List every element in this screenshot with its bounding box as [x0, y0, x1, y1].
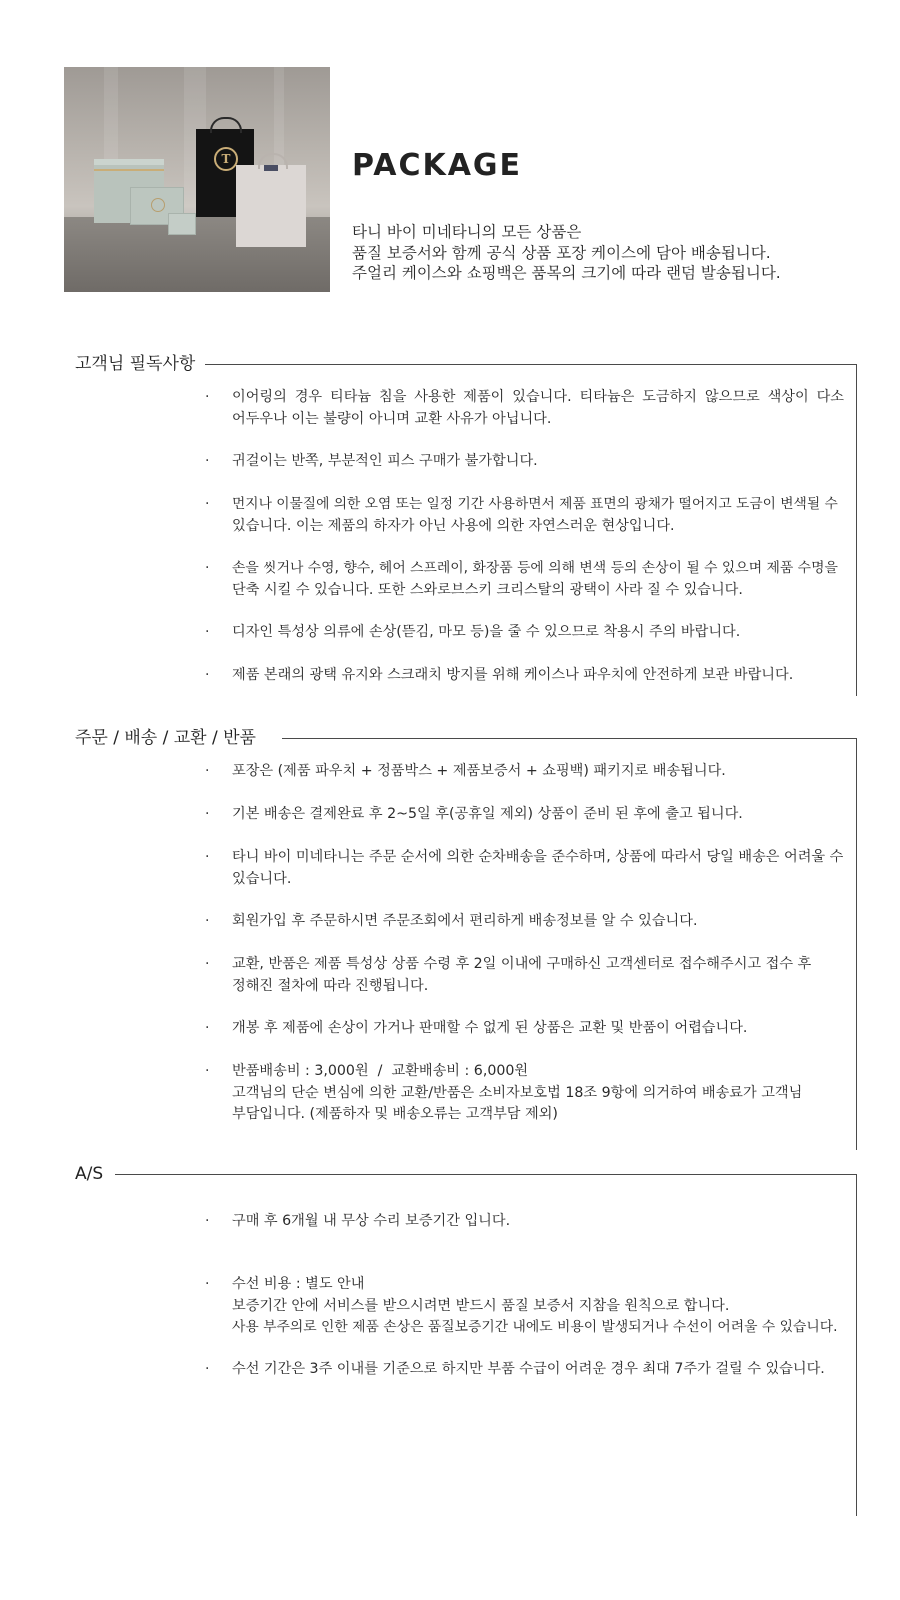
item-line: 부담입니다. (제품하자 및 배송오류는 고객부담 제외) [232, 1106, 558, 1122]
item-line: 이어링의 경우 티타늄 침을 사용한 제품이 있습니다. 티타늄은 도금하지 않으므로 색상이 다소 [232, 389, 844, 405]
bullet-icon: · [205, 1020, 210, 1036]
package-title: PACKAGE [352, 148, 523, 183]
item-line: 단축 시킬 수 있습니다. 또한 스와로브스키 크리스탈의 광택이 사라 질 수 있습니다. [232, 581, 743, 598]
item-line: 포장은 (제품 파우치 + 정품박스 + 제품보증서 + 쇼핑백) 패키지로 배송됩니다. [232, 763, 726, 779]
bullet-icon: · [205, 667, 210, 683]
item-line: 제품 본래의 광택 유지와 스크래치 방지를 위해 케이스나 파우치에 안전하게 보관 바랍니다. [232, 667, 794, 683]
item-line: 사용 부주의로 인한 제품 손상은 품질보증기간 내에도 비용이 발생되거나 수선이 어려울 수 있습니다. [232, 1319, 838, 1335]
item-line: 반품배송비 : 3,000원 / 교환배송비 : 6,000원 [232, 1063, 529, 1079]
item-line: 타니 바이 미네타니는 주문 순서에 의한 순차배송을 준수하며, 상품에 따라서 당일 배송은 어려울 수 [232, 849, 844, 865]
item-line: 구매 후 6개월 내 무상 수리 보증기간 입니다. [232, 1213, 511, 1229]
package-description-line: 품질 보증서와 함께 공식 상품 포장 케이스에 담아 배송됩니다. [352, 243, 771, 262]
bullet-icon: · [205, 1213, 210, 1229]
item-line: 수선 기간은 3주 이내를 기준으로 하지만 부품 수급이 어려운 경우 최대 7주가 걸릴 수 있습니다. [232, 1361, 825, 1377]
bullet-icon: · [205, 763, 210, 779]
item-line: 있습니다. [232, 870, 292, 887]
bullet-icon: · [205, 453, 210, 469]
item-line: 먼지나 이물질에 의한 오염 또는 일정 기간 사용하면서 제품 표면의 광채가 떨어지고 도금이 변색될 수 [232, 496, 838, 512]
as-heading: A/S [75, 1164, 113, 1184]
bullet-icon: · [205, 913, 210, 929]
notice-heading: 고객님 필독사항 [75, 354, 205, 374]
jewelry-box-small [168, 213, 196, 235]
bullet-icon: · [205, 806, 210, 822]
item-line: 회원가입 후 주문하시면 주문조회에서 편리하게 배송정보를 알 수 있습니다. [232, 913, 698, 929]
item-line: 개봉 후 제품에 손상이 가거나 판매할 수 없게 된 상품은 교환 및 반품이 어렵습니다. [232, 1020, 748, 1036]
bullet-icon: · [205, 1361, 210, 1377]
package-description-line: 타니 바이 미네타니의 모든 상품은 [352, 223, 582, 241]
item-line: 교환, 반품은 제품 특성상 상품 수령 후 2일 이내에 구매하신 고객센터로 접수해주시고 접수 후 [232, 956, 812, 972]
package-photo [64, 67, 330, 292]
bullet-icon: · [205, 496, 210, 512]
brand-logo-icon: T [214, 147, 238, 171]
item-line: 정해진 절차에 따라 진행됩니다. [232, 977, 429, 994]
bullet-icon: · [205, 849, 210, 865]
item-line: 디자인 특성상 의류에 손상(뜯김, 마모 등)을 줄 수 있으므로 착용시 주의 바랍니다. [232, 624, 741, 640]
item-line: 손을 씻거나 수영, 향수, 헤어 스프레이, 화장품 등에 의해 변색 등의 손상이 될 수 있으며 제품 수명을 [232, 560, 838, 576]
package-description [352, 222, 781, 284]
item-line: 기본 배송은 결제완료 후 2~5일 후(공휴일 제외) 상품이 준비 된 후에 출고 됩니다. [232, 806, 743, 822]
item-line: 귀걸이는 반쪽, 부분적인 피스 구매가 불가합니다. [232, 453, 538, 469]
bullet-icon: · [205, 956, 210, 972]
item-line: 고객님의 단순 변심에 의한 교환/반품은 소비자보호법 18조 9항에 의거하여 배송료가 고객님 [232, 1084, 803, 1101]
package-description-line: 주얼리 케이스와 쇼핑백은 품목의 크기에 따라 랜덤 발송됩니다. [352, 264, 781, 282]
bullet-icon: · [205, 1063, 210, 1079]
bullet-icon: · [205, 560, 210, 576]
bullet-icon: · [205, 624, 210, 640]
shopping-bag-white [236, 165, 306, 247]
item-line: 어두우나 이는 불량이 아니며 교환 사유가 아닙니다. [232, 410, 552, 427]
bullet-icon: · [205, 1276, 210, 1292]
order-heading: 주문 / 배송 / 교환 / 반품 [75, 728, 266, 748]
item-line: 수선 비용 : 별도 안내 [232, 1276, 365, 1292]
item-line: 보증기간 안에 서비스를 받으시려면 받드시 품질 보증서 지참을 원칙으로 합니다. [232, 1297, 730, 1314]
bullet-icon: · [205, 389, 210, 405]
item-line: 있습니다. 이는 제품의 하자가 아닌 사용에 의한 자연스러운 현상입니다. [232, 517, 675, 534]
